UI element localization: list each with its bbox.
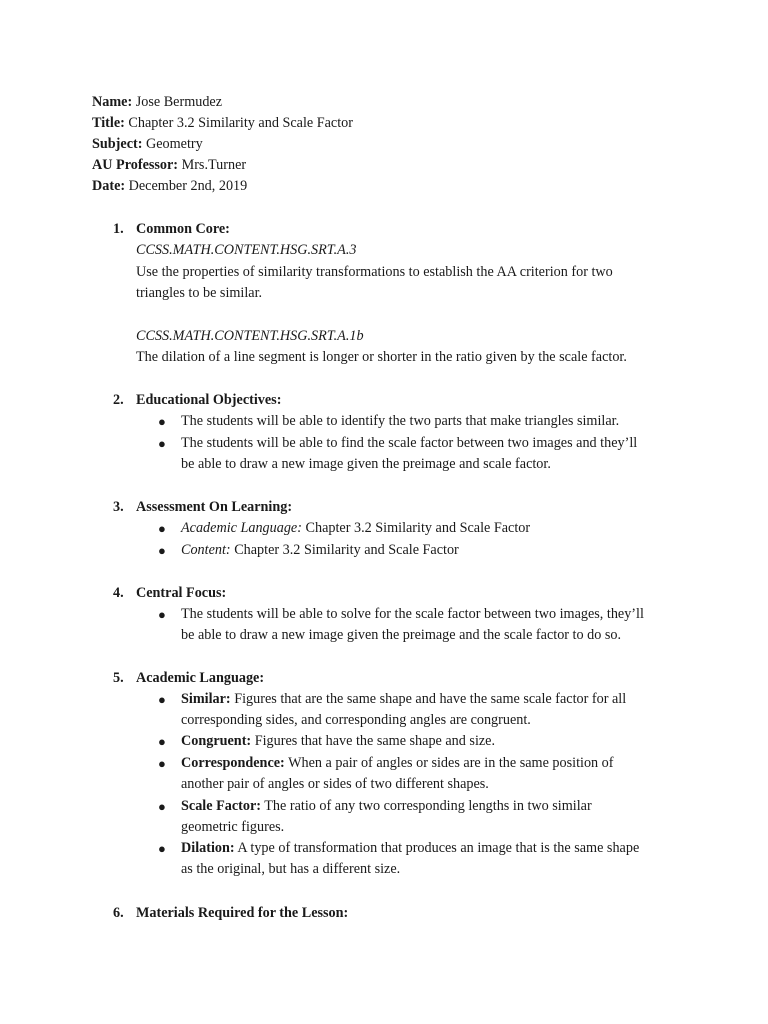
assessment-item-2-value: Chapter 3.2 Similarity and Scale Factor [234, 542, 459, 558]
objective-2: The students will be able to find the scale factor between two images and they’ll [181, 435, 638, 451]
section-2-heading: Educational Objectives: [136, 392, 282, 408]
standard-2-text: The dilation of a line segment is longer or shorter in the ratio given by the scale factor. [136, 349, 627, 365]
term-correspondence-label: Correspondence: [181, 755, 285, 771]
term-dilation [181, 838, 639, 859]
bullet-icon: ● [158, 841, 166, 856]
term-similar-definition-cont: corresponding sides, and corresponding angles are congruent. [181, 712, 531, 728]
term-similar-definition: Figures that are the same shape and have the same scale factor for all [234, 691, 627, 707]
term-congruent-label: Congruent: [181, 733, 252, 749]
term-congruent [181, 731, 495, 752]
term-correspondence-definition-cont: another pair of angles or sides of two different shapes. [181, 776, 489, 792]
term-similar-label: Similar: [181, 691, 231, 707]
date-line [92, 176, 247, 197]
name-line [92, 92, 222, 113]
term-dilation-definition-cont: as the original, but has a different size. [181, 861, 401, 877]
section-1-number: 1. [113, 221, 124, 237]
name-value: Jose Bermudez [135, 94, 223, 110]
bullet-icon: ● [158, 607, 166, 622]
objective-1: The students will be able to identify the two parts that make triangles similar. [181, 413, 620, 429]
standard-2-code: CCSS.MATH.CONTENT.HSG.SRT.A.1b [136, 328, 364, 344]
subject-value: Geometry [146, 136, 203, 152]
term-congruent-definition: Figures that have the same shape and size. [254, 733, 496, 749]
term-dilation-label: Dilation: [181, 840, 235, 856]
section-3-number: 3. [113, 499, 124, 515]
term-dilation-definition: A type of transformation that produces an image that is the same shape [237, 840, 640, 856]
standard-1-code: CCSS.MATH.CONTENT.HSG.SRT.A.3 [136, 242, 357, 258]
professor-label: AU Professor: [92, 157, 179, 173]
section-4-heading: Central Focus: [136, 585, 227, 601]
professor-line [92, 155, 246, 176]
bullet-icon: ● [158, 436, 166, 451]
section-6-heading: Materials Required for the Lesson: [136, 905, 349, 921]
date-label: Date: [92, 178, 126, 194]
bullet-icon: ● [158, 521, 166, 536]
subject-line [92, 134, 203, 155]
name-label: Name: [92, 94, 133, 110]
bullet-icon: ● [158, 799, 166, 814]
term-correspondence [181, 753, 614, 774]
subject-label: Subject: [92, 136, 143, 152]
title-label: Title: [92, 115, 125, 131]
section-6-number: 6. [113, 905, 124, 921]
assessment-item-1 [181, 518, 530, 539]
title-value: Chapter 3.2 Similarity and Scale Factor [128, 115, 353, 131]
assessment-item-1-value: Chapter 3.2 Similarity and Scale Factor [305, 520, 531, 536]
section-3-heading: Assessment On Learning: [136, 499, 293, 515]
title-line [92, 113, 353, 134]
term-similar [181, 689, 626, 710]
professor-value: Mrs.Turner [181, 157, 247, 173]
central-focus-item: The students will be able to solve for the scale factor between two images, they’ll [181, 606, 644, 622]
standard-1-text: Use the properties of similarity transformations to establish the AA criterion for two [136, 264, 613, 280]
assessment-item-2-label: Content: [181, 542, 231, 558]
section-1-heading: Common Core: [136, 221, 230, 237]
central-focus-item-cont: be able to draw a new image given the preimage and the scale factor to do so. [181, 627, 622, 643]
term-scale-factor-definition-cont: geometric figures. [181, 819, 285, 835]
term-correspondence-definition: When a pair of angles or sides are in the same position of [288, 755, 614, 771]
section-2-number: 2. [113, 392, 124, 408]
section-5-heading: Academic Language: [136, 670, 265, 686]
assessment-item-1-label: Academic Language: [181, 520, 302, 536]
term-scale-factor-definition: The ratio of any two corresponding lengths in two similar [264, 798, 592, 814]
term-scale-factor-label: Scale Factor: [181, 798, 261, 814]
bullet-icon: ● [158, 734, 166, 749]
bullet-icon: ● [158, 756, 166, 771]
term-scale-factor [181, 796, 592, 817]
bullet-icon: ● [158, 414, 166, 429]
bullet-icon: ● [158, 543, 166, 558]
standard-1-text-cont: triangles to be similar. [136, 285, 263, 301]
section-4-number: 4. [113, 585, 124, 601]
section-5-number: 5. [113, 670, 124, 686]
objective-2-cont: be able to draw a new image given the preimage and scale factor. [181, 456, 551, 472]
bullet-icon: ● [158, 692, 166, 707]
date-value: December 2nd, 2019 [128, 178, 248, 194]
assessment-item-2 [181, 540, 459, 561]
